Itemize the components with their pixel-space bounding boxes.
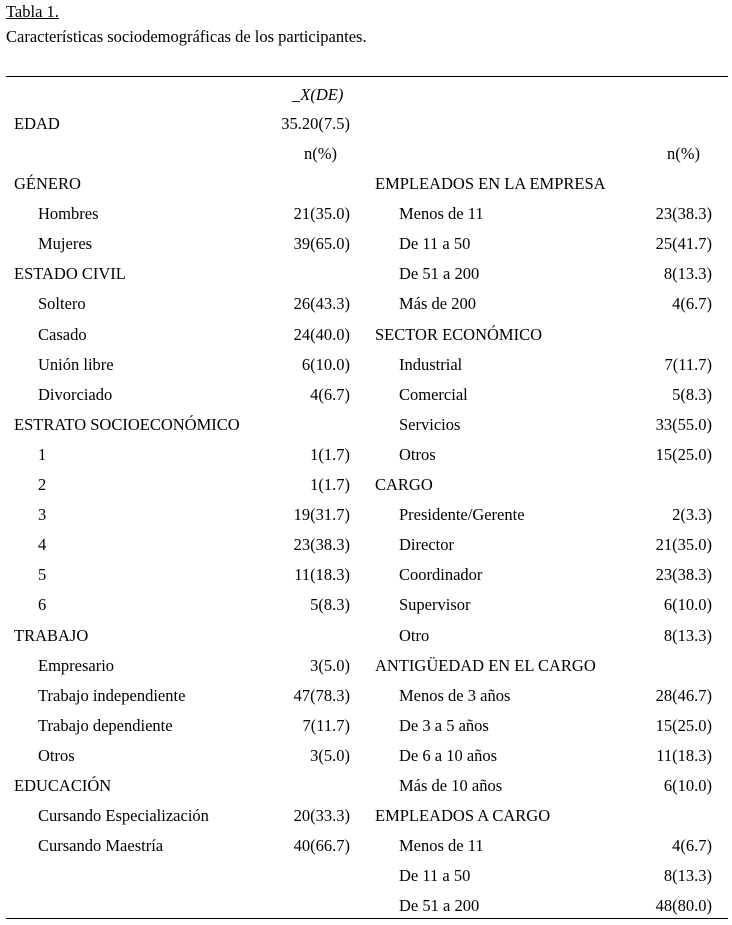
row-value-left-6: 5(8.3) <box>310 595 350 615</box>
row-value-left-5: 11(18.3) <box>294 565 350 585</box>
row-value-left-3: 19(31.7) <box>293 505 350 525</box>
row-value-left-mujeres: 39(65.0) <box>293 234 350 254</box>
edad-value: 35.20(7.5) <box>281 114 350 133</box>
row-label-left-trabajo-independiente: Trabajo independiente <box>38 685 186 705</box>
row-value-left-casado: 24(40.0) <box>293 324 350 344</box>
row-label-left-otros: Otros <box>38 745 75 765</box>
row-label-right-otros: Otros <box>399 444 436 464</box>
row-value-left-trabajo-independiente: 47(78.3) <box>293 685 350 705</box>
section-header-left-educacion: EDUCACIÓN <box>14 776 112 795</box>
section-header-right-empleados-en-la-empresa: EMPLEADOS EN LA EMPRESA <box>375 174 606 193</box>
row-value-left-trabajo-dependiente: 7(11.7) <box>302 715 350 735</box>
row-label-left-2: 2 <box>38 475 47 494</box>
row-label-right-otro: Otro <box>399 625 430 645</box>
row-value-left-cursando-maestria: 40(66.7) <box>293 836 350 856</box>
section-header-left-trabajo: TRABAJO <box>14 625 89 645</box>
section-header-right-empleados-a-cargo: EMPLEADOS A CARGO <box>375 806 551 826</box>
row-value-right-coordinador: 23(38.3) <box>655 565 712 585</box>
row-value-left-soltero: 26(43.3) <box>293 294 350 314</box>
table-title: Características sociodemográficas de los participantes. <box>6 27 367 46</box>
table-top-rule <box>6 76 728 77</box>
row-label-left-trabajo-dependiente: Trabajo dependiente <box>38 715 173 735</box>
row-label-right-mas-de-200: Más de 200 <box>399 294 476 314</box>
row-label-left-cursando-maestria: Cursando Maestría <box>38 836 164 856</box>
row-value-right-industrial: 7(11.7) <box>664 354 712 374</box>
row-value-left-empresario: 3(5.0) <box>310 655 350 675</box>
row-value-right-de-11-a-50: 8(13.3) <box>663 866 712 886</box>
row-label-right-de-51-a-200: De 51 a 200 <box>399 896 480 916</box>
row-label-left-empresario: Empresario <box>38 655 115 675</box>
section-header-left-estrato-socioeconomico: ESTRATO SOCIOECONÓMICO <box>14 414 240 434</box>
row-label-left-divorciado: Divorciado <box>38 384 113 404</box>
row-value-right-servicios: 33(55.0) <box>655 414 712 434</box>
table-bottom-rule <box>6 918 728 919</box>
row-value-left-divorciado: 4(6.7) <box>310 384 350 404</box>
row-label-right-menos-de-3-anos: Menos de 3 años <box>399 685 511 705</box>
row-label-right-director: Director <box>399 535 454 555</box>
row-value-left-cursando-especializacion: 20(33.3) <box>293 806 350 826</box>
row-value-right-mas-de-10-anos: 6(10.0) <box>663 776 712 795</box>
row-value-right-menos-de-3-anos: 28(46.7) <box>655 685 712 705</box>
row-label-right-de-6-a-10-anos: De 6 a 10 años <box>399 745 498 765</box>
row-value-left-1: 1(1.7) <box>310 444 350 464</box>
row-label-right-menos-de-11: Menos de 11 <box>399 204 484 224</box>
row-value-right-otro: 8(13.3) <box>663 625 712 645</box>
row-label-left-4: 4 <box>38 535 47 555</box>
row-label-left-1: 1 <box>38 444 47 464</box>
row-label-right-supervisor: Supervisor <box>399 595 471 615</box>
row-value-left-hombres: 21(35.0) <box>293 204 350 224</box>
row-value-right-de-11-a-50: 25(41.7) <box>655 234 712 254</box>
row-label-right-menos-de-11: Menos de 11 <box>399 836 484 856</box>
row-value-right-menos-de-11: 4(6.7) <box>672 836 712 856</box>
section-header-right-sector-economico: SECTOR ECONÓMICO <box>375 324 543 344</box>
section-header-right-antiguedad-en-el-cargo: ANTIGÜEDAD EN EL CARGO <box>375 655 596 675</box>
row-value-right-de-3-a-5-anos: 15(25.0) <box>655 715 712 735</box>
row-value-right-de-6-a-10-anos: 11(18.3) <box>656 745 712 765</box>
row-value-right-menos-de-11: 23(38.3) <box>655 204 712 224</box>
row-label-right-de-51-a-200: De 51 a 200 <box>399 264 480 284</box>
row-value-left-2: 1(1.7) <box>310 475 350 494</box>
n-pct-header-left: n(%) <box>304 144 337 163</box>
table-number: Tabla 1. <box>6 2 59 21</box>
row-label-left-casado: Casado <box>38 324 87 344</box>
row-label-left-6: 6 <box>38 595 47 615</box>
row-value-right-otros: 15(25.0) <box>655 444 712 464</box>
row-value-right-supervisor: 6(10.0) <box>663 595 712 615</box>
section-header-left-genero: GÉNERO <box>14 174 81 193</box>
row-label-right-mas-de-10-anos: Más de 10 años <box>399 776 503 795</box>
row-label-right-de-11-a-50: De 11 a 50 <box>399 866 471 886</box>
edad-label: EDAD <box>14 114 60 133</box>
row-value-right-de-51-a-200: 8(13.3) <box>663 264 712 284</box>
row-label-left-3: 3 <box>38 505 47 525</box>
row-value-right-mas-de-200: 4(6.7) <box>672 294 712 314</box>
row-label-right-servicios: Servicios <box>399 414 461 434</box>
row-value-right-director: 21(35.0) <box>655 535 712 555</box>
row-value-left-union-libre: 6(10.0) <box>301 354 350 374</box>
row-label-right-industrial: Industrial <box>399 354 463 374</box>
row-label-right-de-11-a-50: De 11 a 50 <box>399 234 471 254</box>
row-label-left-5: 5 <box>38 565 47 585</box>
row-value-left-4: 23(38.3) <box>293 535 350 555</box>
row-label-right-coordinador: Coordinador <box>399 565 483 585</box>
row-value-right-comercial: 5(8.3) <box>672 384 712 404</box>
row-value-left-otros: 3(5.0) <box>310 745 350 765</box>
row-label-right-de-3-a-5-anos: De 3 a 5 años <box>399 715 489 735</box>
row-value-right-presidente-gerente: 2(3.3) <box>672 505 712 525</box>
row-label-left-union-libre: Unión libre <box>38 354 114 374</box>
row-label-right-presidente-gerente: Presidente/Gerente <box>399 505 525 525</box>
row-label-left-cursando-especializacion: Cursando Especialización <box>38 806 209 826</box>
row-label-left-soltero: Soltero <box>38 294 86 314</box>
section-header-right-cargo: CARGO <box>375 475 433 494</box>
row-label-right-comercial: Comercial <box>399 384 468 404</box>
row-label-left-mujeres: Mujeres <box>38 234 93 254</box>
section-header-left-estado-civil: ESTADO CIVIL <box>14 264 126 284</box>
row-value-right-de-51-a-200: 48(80.0) <box>655 896 712 916</box>
mean-sd-header: _X(DE) <box>292 85 344 104</box>
n-pct-header-right: n(%) <box>667 144 700 163</box>
row-label-left-hombres: Hombres <box>38 204 99 224</box>
